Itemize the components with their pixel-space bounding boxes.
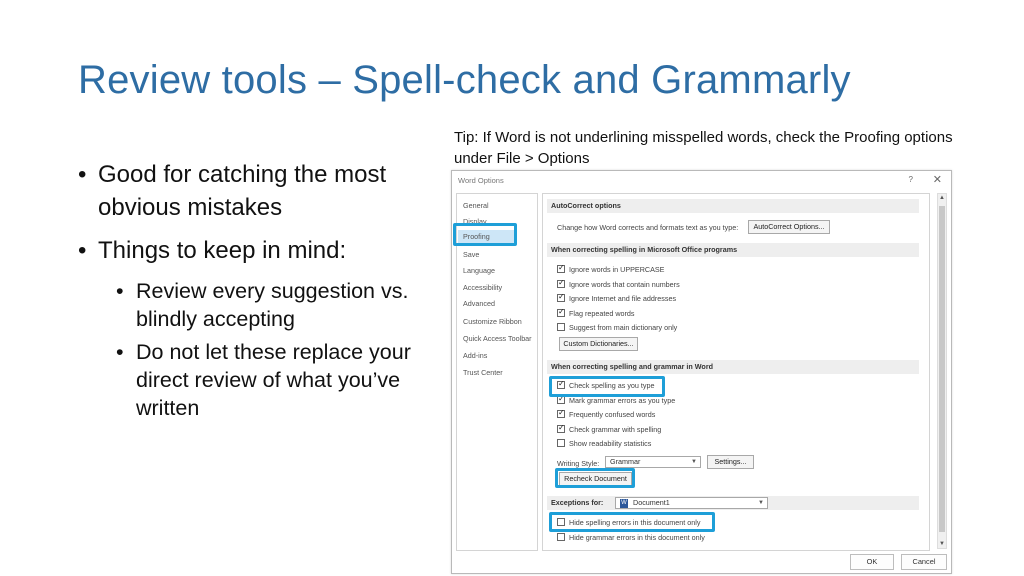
bullet-dot: • bbox=[78, 237, 87, 264]
bullet-text: Good for catching the most obvious mistakes bbox=[98, 161, 387, 221]
option-label: Hide spelling errors in this document only bbox=[569, 518, 701, 527]
option-label: Hide grammar errors in this document only bbox=[569, 533, 705, 542]
sub-bullet-item bbox=[78, 277, 423, 333]
option-label: Show readability statistics bbox=[569, 439, 652, 448]
help-button[interactable]: ? bbox=[908, 175, 913, 184]
bullet-dot: • bbox=[116, 340, 124, 364]
bullet-dot: • bbox=[78, 161, 87, 188]
nav-item-display[interactable]: Display bbox=[463, 217, 487, 226]
nav-item-proofing[interactable]: Proofing bbox=[458, 230, 514, 244]
autocorrect-options-button[interactable]: AutoCorrect Options... bbox=[748, 220, 830, 234]
checkbox-ignore-numbers[interactable] bbox=[557, 280, 565, 288]
word-document-icon: W bbox=[621, 499, 627, 506]
bullet-dot: • bbox=[116, 279, 124, 303]
grammar-settings-button[interactable]: Settings... bbox=[707, 455, 754, 469]
option-label: Ignore words that contain numbers bbox=[569, 280, 680, 289]
writing-style-value: Grammar bbox=[610, 457, 641, 466]
slide-title: Review tools – Spell-check and Grammarly bbox=[78, 58, 851, 102]
option-label: Ignore Internet and file addresses bbox=[569, 294, 677, 303]
section-header-office-spelling: When correcting spelling in Microsoft Office programs bbox=[547, 243, 919, 257]
word-options-dialog bbox=[451, 170, 952, 574]
section-header-autocorrect: AutoCorrect options bbox=[547, 199, 919, 213]
writing-style-label: Writing Style: bbox=[557, 459, 600, 468]
checkbox-ignore-uppercase[interactable] bbox=[557, 265, 565, 273]
checkbox-readability-statistics[interactable] bbox=[557, 439, 565, 447]
bullet-list bbox=[78, 158, 423, 427]
chevron-down-icon: ▼ bbox=[758, 500, 764, 506]
scrollbar-thumb[interactable] bbox=[939, 206, 945, 532]
option-label: Flag repeated words bbox=[569, 309, 635, 318]
checkbox-mark-grammar-errors[interactable] bbox=[557, 396, 565, 404]
option-label: Check spelling as you type bbox=[569, 381, 655, 390]
nav-item-add-ins[interactable]: Add-ins bbox=[463, 351, 488, 360]
writing-style-select[interactable] bbox=[605, 456, 701, 468]
bullet-text: Things to keep in mind: bbox=[98, 237, 347, 264]
tip-text: Tip: If Word is not underlining misspelled words, check the Proofing options under File > Options bbox=[454, 129, 953, 167]
bullet-item bbox=[78, 234, 423, 267]
exceptions-label: Exceptions for: bbox=[551, 498, 604, 507]
options-nav bbox=[456, 193, 538, 551]
option-label: Ignore words in UPPERCASE bbox=[569, 265, 665, 274]
checkbox-main-dictionary-only[interactable] bbox=[557, 323, 565, 331]
checkbox-flag-repeated-words[interactable] bbox=[557, 309, 565, 317]
scroll-up-icon[interactable]: ▲ bbox=[939, 195, 945, 201]
section-header-word-spelling: When correcting spelling and grammar in Word bbox=[547, 360, 919, 374]
scroll-down-icon[interactable]: ▼ bbox=[939, 541, 945, 547]
nav-item-quick-access-toolbar[interactable]: Quick Access Toolbar bbox=[463, 334, 532, 343]
nav-item-customize-ribbon[interactable]: Customize Ribbon bbox=[463, 317, 522, 326]
exceptions-document-value: Document1 bbox=[633, 498, 670, 507]
nav-item-advanced[interactable]: Advanced bbox=[463, 299, 495, 308]
recheck-document-button[interactable]: Recheck Document bbox=[559, 472, 632, 486]
ok-button[interactable]: OK bbox=[850, 554, 894, 570]
checkbox-ignore-internet-addresses[interactable] bbox=[557, 294, 565, 302]
nav-item-trust-center[interactable]: Trust Center bbox=[463, 368, 503, 377]
option-label: Mark grammar errors as you type bbox=[569, 396, 676, 405]
option-label: Frequently confused words bbox=[569, 410, 656, 419]
autocorrect-description: Change how Word corrects and formats text as you type: bbox=[557, 223, 739, 232]
sub-bullet-text: Do not let these replace your direct review of what you’ve written bbox=[136, 340, 411, 420]
sub-bullet-item bbox=[78, 338, 423, 422]
exceptions-document-select[interactable] bbox=[615, 497, 768, 509]
custom-dictionaries-button[interactable]: Custom Dictionaries... bbox=[559, 337, 638, 351]
checkbox-frequently-confused-words[interactable] bbox=[557, 410, 565, 418]
close-icon[interactable]: ✕ bbox=[932, 174, 942, 186]
nav-item-save[interactable]: Save bbox=[463, 250, 480, 259]
sub-bullet-text: Review every suggestion vs. blindly accepting bbox=[136, 279, 409, 331]
dialog-title: Word Options bbox=[458, 176, 504, 185]
cancel-button[interactable]: Cancel bbox=[901, 554, 947, 570]
nav-item-accessibility[interactable]: Accessibility bbox=[463, 283, 503, 292]
nav-item-language[interactable]: Language bbox=[463, 266, 495, 275]
checkbox-hide-spelling-errors[interactable] bbox=[557, 518, 565, 526]
chevron-down-icon: ▼ bbox=[691, 459, 697, 465]
nav-item-general[interactable]: General bbox=[463, 201, 489, 210]
bullet-item bbox=[78, 158, 423, 224]
option-label: Check grammar with spelling bbox=[569, 425, 662, 434]
proofing-panel bbox=[542, 193, 930, 551]
checkbox-check-grammar-with-spelling[interactable] bbox=[557, 425, 565, 433]
checkbox-check-spelling-as-you-type[interactable] bbox=[557, 381, 565, 389]
options-scrollbar[interactable] bbox=[937, 193, 947, 549]
checkbox-hide-grammar-errors[interactable] bbox=[557, 533, 565, 541]
option-label: Suggest from main dictionary only bbox=[569, 323, 678, 332]
